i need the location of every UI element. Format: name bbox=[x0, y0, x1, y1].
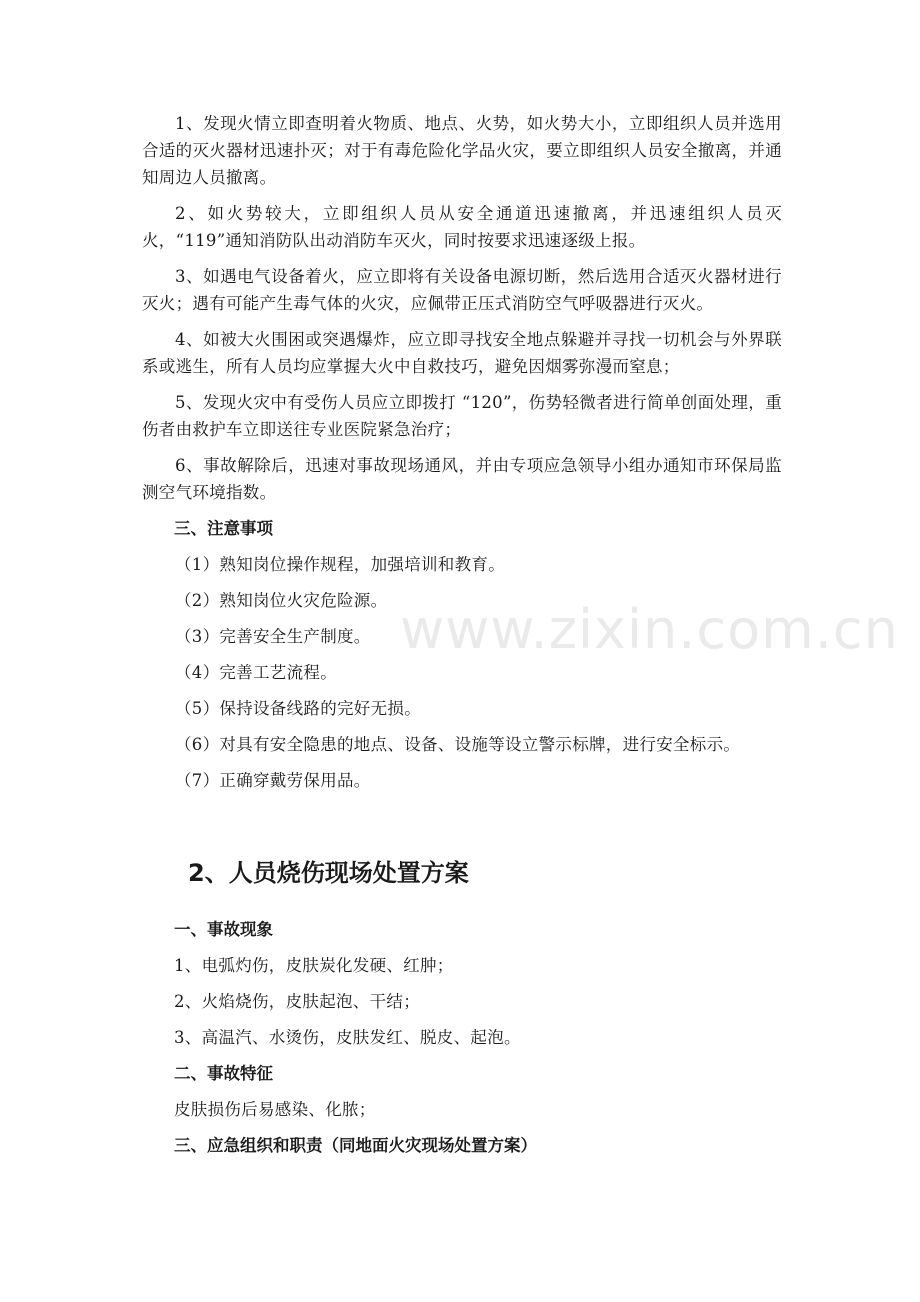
notes-heading: 三、注意事项 bbox=[174, 519, 273, 538]
phenomenon-item-3: 3、高温汽、水烫伤，皮肤发红、脱皮、起泡。 bbox=[174, 1028, 521, 1047]
fire-step-6: 6、事故解除后，迅速对事故现场通风，并由专项应急领导小组办通知市环保局监测空气环境指数。 bbox=[142, 456, 782, 502]
watermark: www.zixin.com.cn bbox=[400, 598, 899, 661]
phenomena-heading: 一、事故现象 bbox=[174, 920, 273, 939]
fire-step-1: 1、发现火情立即查明着火物质、地点、火势，如火势大小，立即组织人员并选用合适的灭火器材迅速扑灭；对于有毒危险化学品火灾，要立即组织人员安全撤离，并通知周边人员撤离。 bbox=[142, 114, 782, 187]
features-text: 皮肤损伤后易感染、化脓； bbox=[174, 1100, 376, 1119]
fire-step-2: 2、如火势较大，立即组织人员从安全通道迅速撤离，并迅速组织人员灭火，“119”通知消防队出动消防车灭火，同时按要求迅速逐级上报。 bbox=[142, 204, 782, 250]
document-body bbox=[142, 110, 782, 1168]
fire-step-4: 4、如被大火围困或突遇爆炸，应立即寻找安全地点躲避并寻找一切机会与外界联系或逃生，所有人员均应掌握大火中自救技巧，避免因烟雾弥漫而窒息； bbox=[142, 330, 782, 376]
note-item-3: （3）完善安全生产制度。 bbox=[175, 627, 371, 646]
note-item-4: （4）完善工艺流程。 bbox=[175, 663, 337, 682]
phenomenon-item-2: 2、火焰烧伤，皮肤起泡、干结； bbox=[174, 992, 420, 1011]
note-item-1: （1）熟知岗位操作规程，加强培训和教育。 bbox=[175, 555, 505, 574]
section-title-burn: 2、人员烧伤现场处置方案 bbox=[188, 859, 469, 887]
phenomenon-item-1: 1、电弧灼伤，皮肤炭化发硬、红肿； bbox=[174, 956, 454, 975]
note-item-7: （7）正确穿戴劳保用品。 bbox=[175, 771, 371, 790]
fire-step-3: 3、如遇电气设备着火，应立即将有关设备电源切断，然后选用合适灭火器材进行灭火；遇有可能产生毒气体的火灾，应佩带正压式消防空气呼吸器进行灭火。 bbox=[142, 267, 782, 313]
features-heading: 二、事故特征 bbox=[174, 1064, 273, 1083]
note-item-6: （6）对具有安全隐患的地点、设备、设施等设立警示标牌，进行安全标示。 bbox=[175, 735, 741, 754]
note-item-2: （2）熟知岗位火灾危险源。 bbox=[175, 591, 388, 610]
fire-step-5: 5、发现火灾中有受伤人员应立即拨打 “120”，伤势轻微者进行简单创面处理，重伤者由救护车立即送往专业医院紧急治疗； bbox=[142, 393, 782, 439]
org-heading: 三、应急组织和职责（同地面火灾现场处置方案） bbox=[174, 1136, 537, 1155]
note-item-5: （5）保持设备线路的完好无损。 bbox=[175, 699, 421, 718]
